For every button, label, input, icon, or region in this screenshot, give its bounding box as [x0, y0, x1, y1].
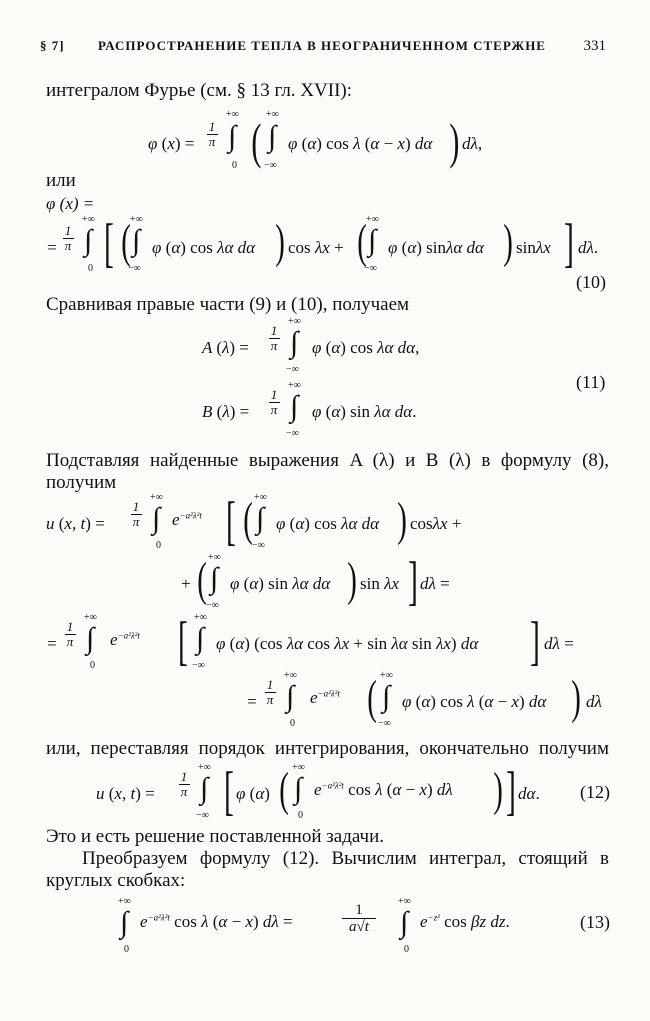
equation-label-13: (13) — [580, 912, 610, 932]
running-header — [40, 38, 606, 60]
page-number: 331 — [583, 38, 606, 54]
equation-label-12: (12) — [580, 782, 610, 802]
running-title: РАСПРОСТРАНЕНИЕ ТЕПЛА В НЕОГРАНИЧЕННОМ СТЕРЖНЕ — [98, 38, 546, 53]
paragraph-fourier-intro: интегралом Фурье (см. § 13 гл. XVII): — [46, 80, 353, 101]
equation-label-11: (11) — [576, 372, 606, 392]
equation-label-10: (10) — [576, 272, 606, 292]
equation-phi-lhs: φ (x) = — [46, 194, 95, 213]
paragraph-transform-2: круглых скобках: — [46, 870, 186, 891]
section-ref: § 7] — [40, 38, 65, 53]
paragraph-transform-1: Преобразуем формулу (12). Вычислим интеграл, стоящий в — [82, 848, 609, 869]
paragraph-substituting-1: Подставляя найденные выражения A (λ) и B (λ) в формулу (8), — [46, 450, 609, 471]
paragraph-comparing: Сравнивая правые части (9) и (10), получаем — [46, 294, 410, 315]
paragraph-solution: Это и есть решение поставленной задачи. — [46, 826, 385, 847]
page: § 7] РАСПРОСТРАНЕНИЕ ТЕПЛА В НЕОГРАНИЧЕННОМ СТЕРЖНЕ 331 интегралом Фурье (см. § 13 гл. XVII): φ (x) = 1 π +∞ ∫ 0 ( +∞ ∫ −∞ φ (α) cos λ (α − x) dα ) dλ, или φ (x) = = 1 π +∞ ∫ 0 [ ( +∞ ∫ −∞ φ (α) cos λα dα ) cos λx + ( +∞ ∫ −∞ φ (α) sinλα dα ) sinλx ] dλ. (10) Сравнивая правые части (9) и (10), получаем A (λ) = 1 π +∞ ∫ −∞ φ (α) cos λα dα, B (λ) = 1 π +∞ ∫ −∞ φ (α) sin λα dα. (11) Подставляя найденные выражения A (λ) и B (λ) в формулу (8), получим u (x, t) = 1 π +∞ ∫ 0 $e^{-a^2\lambda^2t}$ [ ( +∞ ∫ −∞ φ (α) cos λα dα ) cosλx + + ( +∞ ∫ −∞ φ (α) sin λα dα ) sin λx ] dλ = = 1 π +∞ ∫ 0 $e^{-a^2\lambda^2t}$ [ +∞ ∫ −∞ φ (α) (cos λα cos λx + sin λα sin λx) dα ] dλ = = 1 π +∞ ∫ 0 $e^{-a^2\lambda^2t}$ ( +∞ ∫ −∞ φ (α) cos λ (α − x) dα ) dλ или, переставляя порядок интегрирования, окончательно получим u (x, t) = 1 π +∞ ∫ −∞ [ φ (α) ( +∞ ∫ 0 $e^{-a^2\lambda^2t}$ cos λ (α − x) dλ ) ] dα. (12) Это и есть решение поставленной задачи. Преобразуем формулу (12). Вычислим интеграл, стоящий в круглых скобках: +∞ ∫ 0 $e^{-a^2\lambda^2t}$ cos λ (α − x) dλ = 1 a√t +∞ ∫ 0 $e^{-z^2}$ cos βz dz. (13) — [40, 38, 610, 955]
paragraph-swap-order: или, переставляя порядок интегрирования, окончательно получим — [46, 738, 609, 759]
word-or-1: или — [46, 170, 76, 191]
paragraph-substituting-2: получим — [46, 472, 117, 493]
